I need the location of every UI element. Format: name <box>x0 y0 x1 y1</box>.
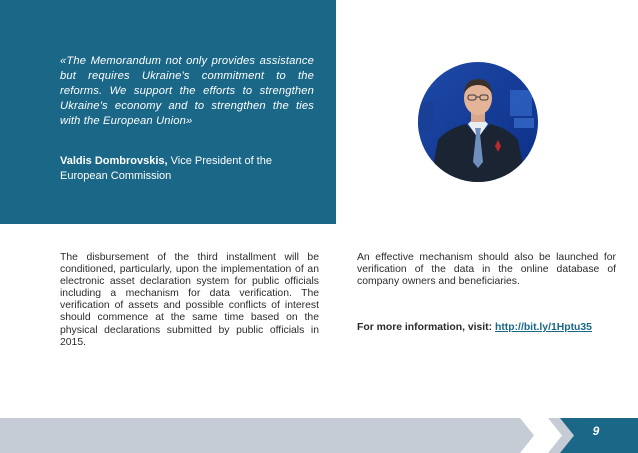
author-title: Vice President of the European Commission <box>60 155 272 182</box>
more-info-line <box>357 322 617 333</box>
portrait-illustration <box>418 62 538 182</box>
quote-text: «The Memorandum not only provides assistance but requires Ukraine’s commitment to the reforms. We support the efforts to strengthen Ukraine’s economy and to strengthen the ties with the European Union» <box>60 55 314 127</box>
body-paragraph-right: An effective mechanism should also be launched for verification of the data in the online database of company owners and beneficiaries. <box>357 252 616 288</box>
page-number: 9 <box>592 424 600 438</box>
chevron-arrows-icon <box>0 418 638 453</box>
portrait-photo <box>418 62 538 182</box>
more-info-link[interactable]: http://bit.ly/1Hptu35 <box>494 322 592 333</box>
body-paragraph-left: The disbursement of the third installment will be conditioned, particularly, upon the implementation of an electronic asset declaration system for public officials including a mechanism for data verification. The verification of assets and possible conflicts of interest should commence at the same time based on the physical declarations submitted by public officials in 2015. <box>60 252 319 348</box>
author-name: Valdis Dombrovskis, <box>60 155 168 167</box>
page-footer <box>0 418 638 453</box>
quote-attribution <box>60 154 300 184</box>
more-info-label: For more information, visit: <box>357 322 495 333</box>
